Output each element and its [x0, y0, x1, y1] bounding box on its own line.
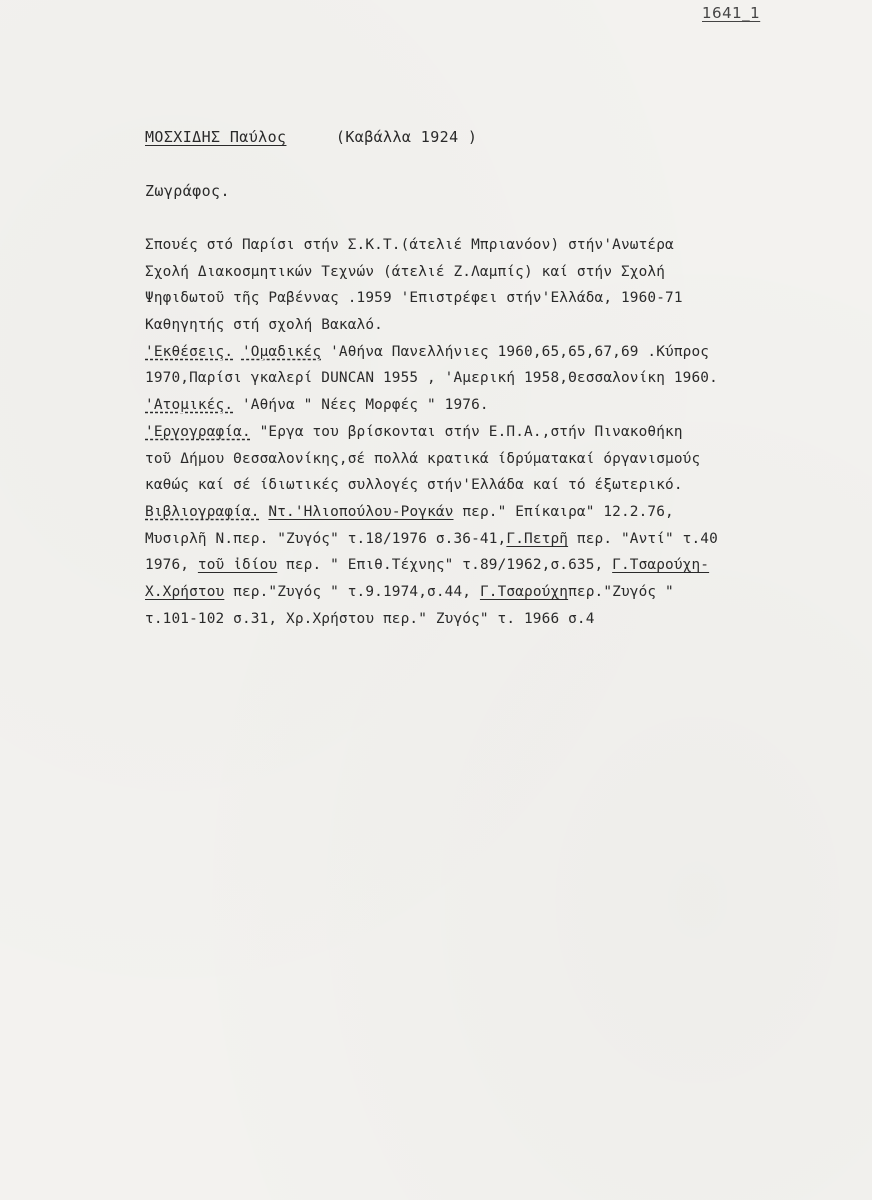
line-segment: τ.101-102 σ.31, Χρ.Χρήστου περ." Ζυγός" τ. 1966 σ.4: [145, 610, 595, 627]
line-segment: [233, 344, 242, 360]
line-segment: περ."Ζυγός " τ.9.1974,σ.44,: [224, 583, 480, 600]
profession: Ζωγράφος.: [145, 182, 230, 200]
line-segment: Καθηγητής στή σχολή Βακαλό.: [145, 317, 383, 334]
bibliography-author: Ντ.'Ηλιοπούλου-Ρογκάν: [268, 503, 454, 520]
text-line: [145, 446, 870, 473]
line-segment: περ. " Επιθ.Τέχνης" τ.89/1962,σ.635,: [277, 557, 613, 574]
archive-reference-number: [702, 4, 760, 22]
bibliography-author: Χ.Χρήστου: [145, 583, 225, 600]
bibliography-author: Γ.Τσαρούχη-: [612, 557, 710, 574]
line-segment: 1976,: [145, 557, 198, 574]
line-segment: περ." Επίκαιρα" 12.2.76,: [453, 503, 674, 520]
text-line: [145, 259, 870, 286]
section-label-exhibitions: 'Εκθέσεις.: [145, 343, 234, 360]
section-label-works: 'Εργογραφία.: [145, 423, 251, 440]
line-segment: καθώς καί σέ ίδιωτικές συλλογές στήν'Ελλάδα καί τό έξωτερικό.: [145, 477, 683, 494]
line-segment: 1970,Παρίσι γκαλερί DUNCAN 1955 , 'Αμερική 1958,Θεσσαλονίκη 1960.: [145, 370, 718, 387]
text-line: [145, 312, 870, 339]
line-segment: "Εργα του βρίσκονται στήν Ε.Π.Α.,στήν Πινακοθήκη: [250, 423, 683, 440]
section-label-solo: 'Ατομικές.: [145, 397, 234, 414]
line-segment: Ψηφιδωτοῦ τῆς Ραβέννας .1959 'Επιστρέφει στήν'Ελλάδα, 1960-71: [145, 290, 683, 307]
text-line: [145, 232, 870, 259]
line-segment: Σπουές στό Παρίσι στήν Σ.Κ.Τ.(άτελιέ Μπριανόον) στήν'Ανωτέρα: [145, 237, 674, 253]
bibliography-author: Γ.Πετρῆ: [506, 530, 569, 547]
section-label-bibliography: Βιβλιογραφία.: [145, 503, 260, 520]
artist-name: ΜΟΣΧΙΔΗΣ Παύλος: [145, 128, 287, 146]
line-segment: 'Αθήνα Πανελλήνιες 1960,65,65,67,69 .Κύπρος: [321, 343, 710, 360]
text-line: [145, 526, 870, 553]
text-line: [145, 392, 870, 419]
text-line: [145, 365, 870, 392]
bibliography-author: Γ.Τσαρούχη: [479, 583, 569, 600]
line-segment: Σχολή Διακοσμητικών Τεχνών (άτελιέ Ζ.Λαμπίς) καί στήν Σχολή: [145, 263, 666, 280]
biography-text: [145, 232, 870, 632]
text-line: [145, 552, 870, 579]
text-line: [145, 606, 870, 633]
line-segment: Μυσιρλῆ Ν.περ. "Ζυγός" τ.18/1976 σ.36-41,: [145, 530, 507, 547]
line-segment: περ."Ζυγός ": [568, 583, 674, 600]
ref-number-text: 1641_1: [702, 4, 761, 22]
line-segment: τοῦ Δήμου Θεσσαλονίκης,σέ πολλά κρατικά ίδρύματακαί όργανισμούς: [145, 450, 701, 467]
text-line: [145, 472, 870, 499]
entry-heading: [145, 128, 477, 146]
text-line: [145, 285, 870, 312]
line-segment: 'Αθήνα " Νέες Μορφές " 1976.: [233, 397, 489, 414]
text-line: [145, 339, 870, 366]
text-line: [145, 579, 870, 606]
line-segment: περ. "Αντί" τ.40: [568, 530, 718, 547]
text-line: [145, 419, 870, 446]
text-line: [145, 499, 870, 526]
section-label-group: 'Ομαδικές: [241, 343, 322, 360]
bibliography-author: τοῦ ἰδίου: [197, 557, 278, 574]
birth-place-year: (Καβάλλα 1924 ): [335, 128, 478, 146]
